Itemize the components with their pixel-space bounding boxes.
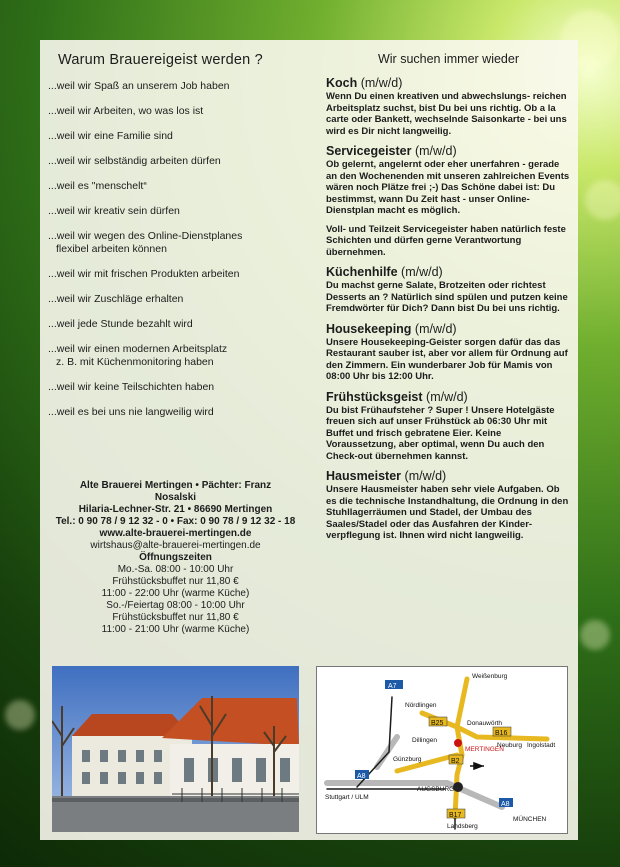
reason-text: ...weil wir kreativ sein dürfen — [48, 205, 180, 217]
reason-item — [48, 130, 303, 143]
reason-item — [48, 105, 303, 118]
reason-item — [48, 381, 303, 394]
hours-line: 11:00 - 22:00 Uhr (warme Küche) — [101, 588, 250, 599]
reasons-list — [48, 80, 303, 419]
reason-item — [48, 80, 303, 93]
job-name: Hausmeister — [326, 469, 402, 483]
map-place: Neuburg — [497, 742, 522, 749]
reason-item — [48, 155, 303, 168]
hours-title: Öffnungszeiten — [139, 552, 212, 563]
job-title — [326, 76, 571, 90]
job-name: Frühstücksgeist — [326, 389, 423, 404]
reason-text: flexibel arbeiten können — [56, 243, 167, 255]
reason-item — [48, 268, 303, 281]
job-description: Du bist Frühaufsteher ? Super ! Unsere Hotelgäste freuen sich auf unser Frühstück ab 06:30 Uhr mit Buffet und frisch gebratene Eier. Keine Voraussetzung, aber optimal, wenn Du auch den Check-out übernehmen kannst. — [326, 404, 555, 462]
job-title — [326, 469, 571, 483]
job-title — [326, 144, 571, 158]
reason-text: ...weil wir Spaß an unserem Job haben — [48, 80, 230, 92]
reason-text: ...weil wir Arbeiten, wo was los ist — [48, 105, 204, 117]
reason-text: z. B. mit Küchenmonitoring haben — [56, 356, 214, 368]
job-description: Unsere Housekeeping-Geister sorgen dafür das das Restaurant sauber ist, aber vor allem für Ordnung auf den Zimmern. Ein wunderbarer Job für Mamis von 08:00 Uhr bis 12:00 Uhr. — [326, 336, 568, 382]
reason-text: ...weil wir mit frischen Produkten arbeiten — [48, 268, 240, 280]
jobs-column — [326, 48, 571, 549]
hours-line: Mo.-Sa. 08:00 - 10:00 Uhr — [117, 564, 234, 575]
job-description: Du machst gerne Salate, Brotzeiten oder richtest Desserts an ? Natürlich sind spülen und putzen keine Fremdwörter für Dich? Dann bist Du bei uns richtig. — [326, 280, 568, 314]
hours-line: 11:00 - 21:00 Uhr (warme Küche) — [101, 624, 250, 635]
contact-phone: Tel.: 0 90 78 / 9 12 32 - 0 • Fax: 0 90 78 / 9 12 32 - 18 — [55, 516, 296, 527]
reason-text: ...weil wir einen modernen Arbeitsplatz — [48, 343, 228, 355]
contact-email[interactable]: wirtshaus@alte-brauerei-mertingen.de — [90, 540, 261, 551]
job-description: Voll- und Teilzeit Servicegeister haben natürlich feste Schichten und dürfen gerne Verantwortung übernehmen. — [326, 223, 566, 258]
map-road-label: B16 — [495, 730, 508, 737]
job-title — [326, 390, 571, 404]
map-road-label: A8 — [501, 801, 510, 808]
reason-item — [48, 293, 303, 306]
map-place: AUGSBURG — [417, 786, 455, 793]
reason-item — [48, 205, 303, 218]
job-item — [326, 144, 571, 258]
map-place: Donauwörth — [467, 720, 503, 727]
hours-line: Frühstücksbuffet nur 11,80 € — [112, 612, 239, 623]
contact-address: Hilaria-Lechner-Str. 21 • 86690 Mertingen — [78, 504, 273, 515]
job-tag: (m/w/d) — [414, 144, 457, 158]
reason-text: ...weil es "menschelt“ — [48, 180, 147, 192]
job-tag: (m/w/d) — [401, 265, 443, 279]
job-name: Servicegeister — [326, 144, 412, 158]
job-name: Koch — [326, 76, 358, 90]
building-photo — [52, 666, 299, 832]
map-road-label: B25 — [431, 720, 444, 727]
map-place: Landsberg — [447, 823, 478, 830]
map-place: Weißenburg — [472, 673, 508, 680]
reason-text: ...weil wir Zuschläge erhalten — [48, 293, 184, 305]
contact-line: Nosalski — [154, 492, 197, 503]
job-item — [326, 265, 571, 315]
job-item — [326, 322, 571, 383]
job-tag: (m/w/d) — [360, 76, 403, 90]
map-place: Dillingen — [412, 737, 437, 744]
job-description: Ob gelernt, angelernt oder eher unerfahren - gerade an den Wochenenden mit unseren zahlreichen Events wären noch Plätze frei ;-) Das Schöne dabei ist: Du bestimmst, wann Du Zeit hast - unser Online-Dienstplan macht es möglich. — [326, 159, 570, 216]
job-name: Housekeeping — [326, 321, 412, 336]
job-item — [326, 76, 571, 137]
job-title — [326, 322, 571, 336]
reason-text: ...weil jede Stunde bezahlt wird — [48, 318, 193, 330]
job-description: Unsere Hausmeister haben sehr viele Aufgaben. Ob es die technische Instandhaltung, die Ordnung in den Stuhllagerräumen und Stadel, der Umbau des Saales/Stadel oder das Ausfahren der Kinder-verpflegung ist. Ihnen wird nicht langweilig. — [326, 484, 569, 541]
reason-item — [48, 406, 303, 419]
map-place: Ingolstadt — [527, 742, 556, 749]
reason-text: ...weil wir wegen des Online-Dienstplanes — [48, 230, 243, 242]
map-road-label: B17 — [449, 812, 462, 819]
map-road-label: A7 — [388, 683, 397, 690]
reason-text: ...weil wir eine Familie sind — [48, 130, 173, 142]
jobs-list — [326, 76, 571, 542]
jobs-title: Wir suchen immer wieder — [377, 52, 519, 66]
job-description: Wenn Du einen kreativen und abwechslungs- reichen Arbeitsplatz suchst, bist Du bei uns richtig. Ob a la carte oder Bankett, wechselnde Saisonkarte - bei uns wird es Dir nicht langweilig. — [326, 91, 567, 137]
job-tag: (m/w/d) — [414, 321, 457, 336]
reason-item — [48, 230, 303, 256]
directions-map — [316, 666, 568, 834]
hours-line: So.-/Feiertag 08:00 - 10:00 Uhr — [106, 600, 245, 611]
contact-website[interactable]: www.alte-brauerei-mertingen.de — [99, 528, 252, 539]
reason-item — [48, 318, 303, 331]
reasons-column — [48, 48, 303, 431]
job-name: Küchenhilfe — [326, 265, 398, 279]
reason-text: ...weil es bei uns nie langweilig wird — [48, 406, 214, 418]
map-place: Nördlingen — [405, 702, 437, 709]
map-road-label: B2 — [451, 758, 460, 765]
reasons-title: Warum Brauereigeist werden ? — [58, 52, 263, 68]
map-place: Stuttgart / ULM — [325, 794, 369, 801]
reason-item — [48, 180, 303, 193]
job-item — [326, 390, 571, 463]
job-item — [326, 469, 571, 542]
job-tag: (m/w/d) — [426, 389, 468, 404]
map-place: Günzburg — [393, 756, 422, 763]
map-place: MERTINGEN — [465, 746, 504, 753]
contact-line: Alte Brauerei Mertingen • Pächter: Franz — [79, 480, 272, 491]
job-tag: (m/w/d) — [404, 469, 447, 483]
reason-text: ...weil wir keine Teilschichten haben — [48, 381, 215, 393]
map-place: MÜNCHEN — [513, 816, 547, 823]
contact-block — [48, 480, 303, 636]
map-road-label: A8 — [357, 773, 366, 780]
job-title — [326, 265, 571, 279]
hours-line: Frühstücksbuffet nur 11,80 € — [112, 576, 239, 587]
reason-text: ...weil wir selbständig arbeiten dürfen — [48, 155, 221, 167]
reason-item — [48, 343, 303, 369]
